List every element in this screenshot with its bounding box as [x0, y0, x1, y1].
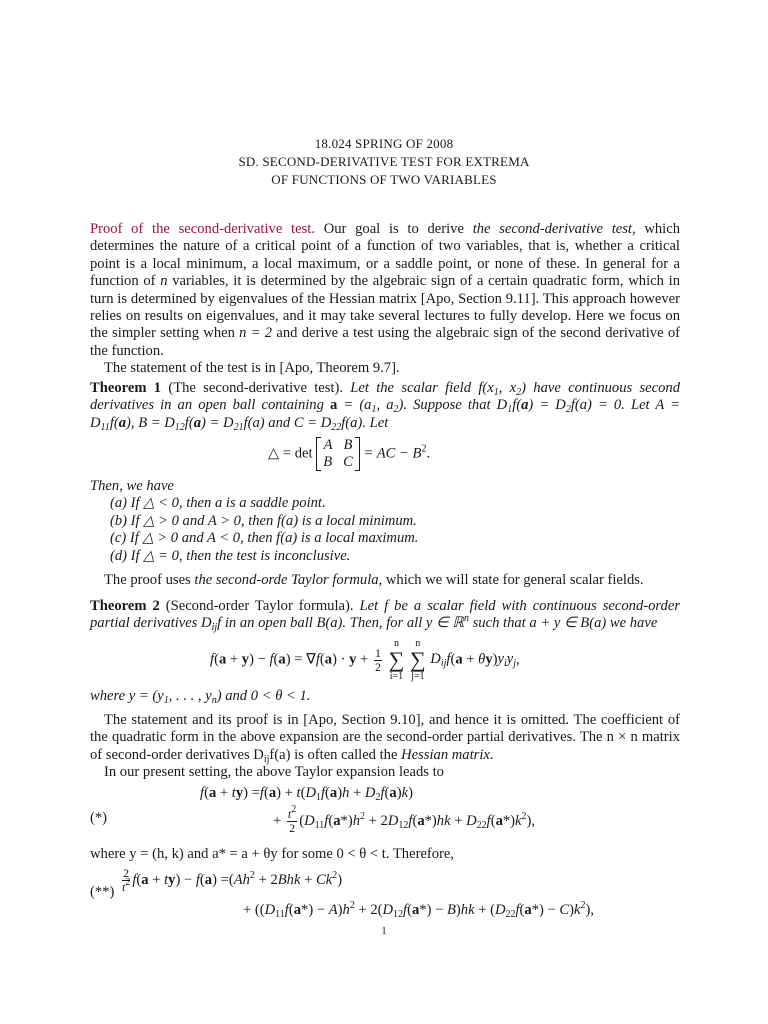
- statement-line: The statement of the test is in [Apo, Theorem 9.7].: [104, 360, 400, 377]
- theorem-2: Theorem 2 (Second-order Taylor formula). Let f be a scalar field with continuous second-order partial derivatives $D_{ij}f$ in an open ball B(a). Then, for all y ∈ ℝ$^n$ such that a + y ∈ B(a) we have: [90, 598, 681, 634]
- discriminant-equation: △ = det A B B C = AC − $B^2$.: [268, 437, 431, 470]
- section-heading: Proof of the second-derivative test.: [90, 221, 315, 237]
- proof-uses-paragraph: [90, 572, 680, 589]
- taylor-formula: f(a + y) − f(a) = ∇f(a) · y + $\frac{1}{2}$ n ∑ i=1 n ∑ j=1 $D_{ij}f(a + \theta y)y_iy_j$,: [210, 638, 520, 682]
- intro-text-2: , which determines the nature of a critical point of a function of two variables, that is, whether a critical point is a local minimum, a local maximum, or a saddle point, or none of these. In general for a function of: [90, 221, 681, 290]
- case-b: (b) If △ > 0 and A > 0, then f(a) is a local minimum.: [110, 512, 417, 529]
- matrix-b2: B: [323, 454, 333, 470]
- where-y-line: where $y = (y_1$, . . . , $y_n$) and 0 < θ < 1.: [90, 688, 311, 706]
- omitted-text-c: .: [489, 746, 494, 763]
- course-title: 18.024 SPRING OF 2008: [314, 136, 454, 151]
- theorem-2-title: (Second-order Taylor formula).: [159, 598, 354, 614]
- proof-uses-b: , which we will state for general scalar fields.: [378, 572, 644, 588]
- matrix-a: A: [323, 437, 333, 453]
- case-d: (d) If △ = 0, then the test is inconclusive.: [110, 547, 351, 564]
- omitted-text-a: The statement and its proof is in [Apo, Section 9.10], and hence it is omitted. The coefficient of the quadratic form in the above expansion are the second-order partial derivatives. The n × n matrix of second-order derivatives D: [90, 712, 680, 763]
- star-label: (*): [90, 810, 108, 826]
- where-h-line: where y = (h, k) and a* = a + θy for some 0 < θ < t. Therefore,: [90, 846, 455, 862]
- setting-line: In our present setting, the above Taylor expansion leads to: [104, 764, 444, 780]
- theorem-1-text-g: f(a). Let: [341, 414, 389, 431]
- document-subtitle: OF FUNCTIONS OF TWO VARIABLES: [271, 172, 497, 187]
- var-n: n: [160, 273, 168, 290]
- theorem-2-text-a: Let f be a scalar field with continuous second-order partial derivatives D: [90, 598, 681, 632]
- where-y-a: where y = (y: [90, 688, 164, 704]
- theorem-1-text-a: Let the scalar field: [342, 380, 479, 396]
- case-c: (c) If △ > 0 and A < 0, then f(a) is a local maximum.: [110, 530, 419, 547]
- star-eq-line1: $f(a + ty) =f(a) + t(D_1f(a)h + D_2f(a)k)$: [200, 785, 413, 803]
- theorem-1-text-c: = (a: [337, 397, 372, 414]
- hessian-matrix: [316, 437, 360, 471]
- hessian-emphasis: Hessian matrix: [401, 746, 490, 763]
- omitted-text-b: f(a) is often called the: [269, 746, 402, 763]
- starstar-eq-line2: + $((D_{11}f(a*) - A)h^2 + 2(D_{12}f(a*) - B)hk + (D_{22}f(a*) - C)k^2)$,: [243, 900, 595, 920]
- then-we-have: Then, we have: [90, 478, 174, 494]
- intro-text-3: variables, it is determined by the algebraic sign of a certain quadratic form, which in turn is determined by eigenvalues of the Hessian matrix [Apo, Section 9.11]. This approach however relies on results on eigenvalues, and it may take several lectures to fully develop. Here we focus on the simpler setting when: [90, 273, 680, 342]
- case-a: (a) If △ < 0, then a is a saddle point.: [110, 495, 326, 512]
- proof-uses-emph: the second-orde Taylor formula: [194, 572, 379, 588]
- n-equals-2: n = 2: [239, 325, 273, 342]
- discriminant-rhs: = AC − B: [363, 445, 422, 462]
- star-eq-line2: + $\frac{t^2}{2}$ $(D_{11}f(a*)h^2 + 2D_{12}f(a*)hk + D_{22}f(a*)k^2)$,: [273, 804, 536, 835]
- document-title: SD. SECOND-DERIVATIVE TEST FOR EXTREMA: [238, 154, 530, 169]
- delta-def: △ = det: [268, 445, 313, 462]
- intro-paragraph: [90, 221, 680, 378]
- proof-uses-a: The proof uses: [104, 572, 195, 588]
- intro-text-1: Our goal is to derive: [314, 221, 473, 237]
- theorem-1-title: (The second-derivative test).: [161, 380, 343, 396]
- theorem-1-text-d: ). Suppose that D: [398, 397, 508, 414]
- matrix-c: C: [343, 454, 353, 470]
- matrix-b1: B: [343, 437, 353, 453]
- theorem-1-label: Theorem 1: [90, 380, 162, 396]
- page-number: 1: [381, 925, 387, 937]
- where-y-c: ) and 0 < θ < 1.: [216, 688, 311, 704]
- intro-emphasis: the second-derivative test: [472, 221, 632, 237]
- theorem-1: Theorem 1 (The second-derivative test). Let the scalar field $f(x_1$, $x_2$) have continuous second derivatives in an open ball containing $a = (a_1$, $a_2$). Suppose that $D_1f(a) = D_2f(a) = 0$. Let $A = D_{11}f(a)$, $B = D_{12}f(a) = D_{21}f(a)$ and $C = D_{22}f(a)$. Let: [90, 380, 681, 433]
- theorem-1-text-b: ) have continuous second derivatives in an open ball containing: [90, 380, 680, 414]
- theorem-1-text-e: (a) = 0. Let A = D: [90, 397, 681, 431]
- theorem-2-text-c: such that a + y ∈ B(a) we have: [468, 615, 658, 632]
- starstar-label: (**): [90, 884, 115, 900]
- where-y-b: , . . . , y: [168, 688, 212, 704]
- theorem-1-fx: f(x: [478, 380, 494, 396]
- starstar-eq-line1: $\frac{2}{t^2}$ $f(a + ty) - f(a) =(Ah^2 + 2Bhk + Ck^2)$: [122, 866, 343, 894]
- omitted-paragraph: The statement and its proof is in [Apo, Section 9.10], and hence it is omitted. The coefficient of the quadratic form in the above expansion are the second-order partial derivatives. The n × n matrix of second-order derivatives $D_{ij}f(a)$ is often called the Hessian matrix.: [90, 712, 680, 765]
- intro-text-4: and derive a test using the algebraic sign of the second derivative of the function.: [90, 325, 680, 359]
- theorem-2-label: Theorem 2: [90, 598, 160, 614]
- theorem-2-text-b: f in an open ball B(a). Then, for all y ∈ ℝ: [217, 615, 464, 632]
- theorem-1-text-f: f(a) and C = D: [243, 414, 332, 431]
- theorem-1-a: a: [330, 397, 338, 414]
- theorem-1-cases: [90, 478, 680, 565]
- document-header: [0, 135, 768, 189]
